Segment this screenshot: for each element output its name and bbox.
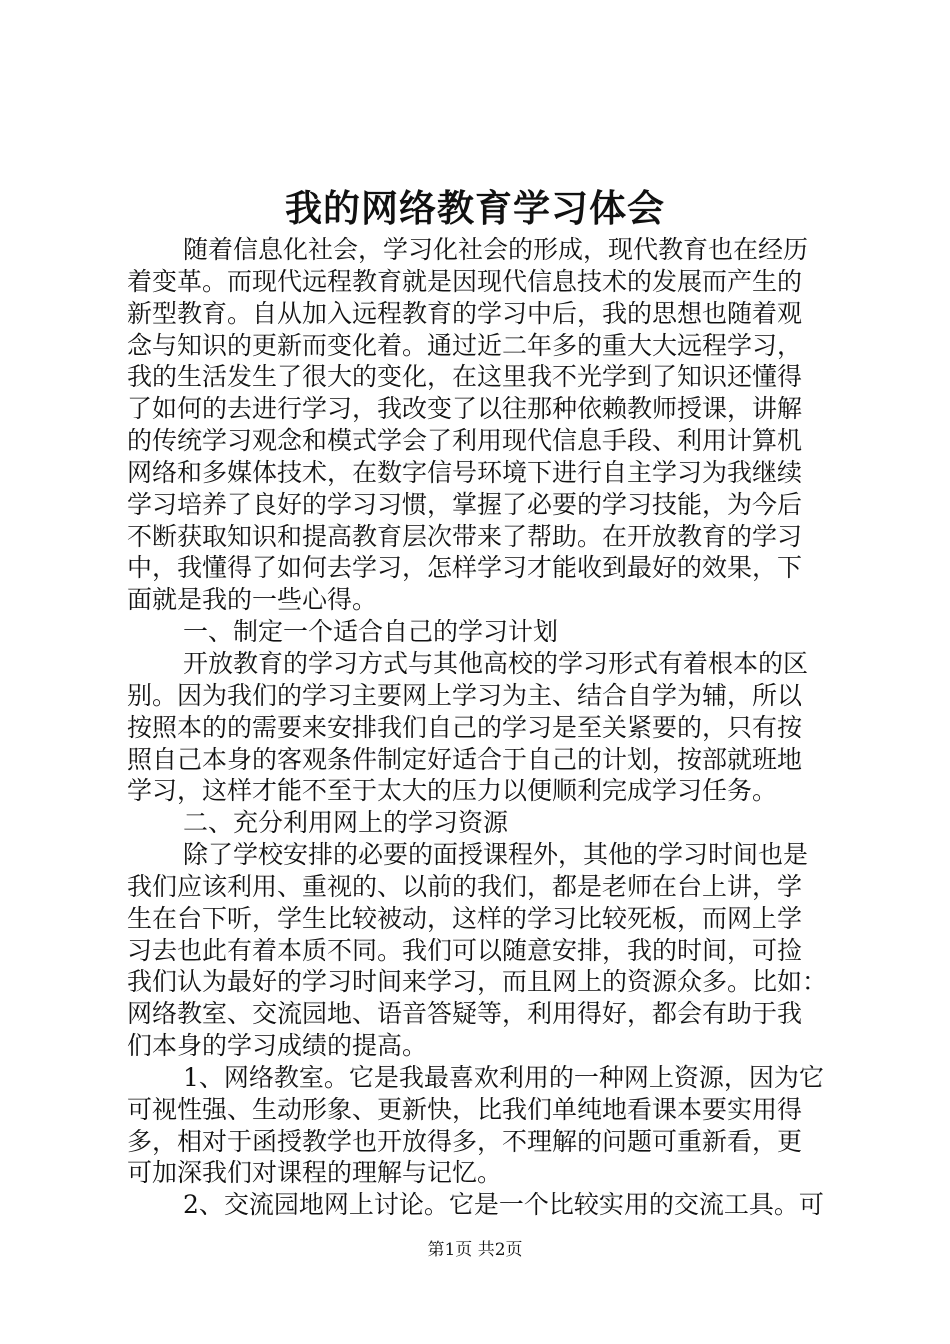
section-heading: 一、制定一个适合自己的学习计划 [183,617,559,647]
document-body [127,234,833,1221]
text-line: 开放教育的学习方式与其他高校的学习形式有着根本的区 [183,648,809,678]
text-line: 网络和多媒体技术，在数字信号环境下进行自主学习为我继续 [127,457,803,487]
text-line: 学习培养了良好的学习习惯，掌握了必要的学习技能，为今后 [127,489,803,519]
text-line: 除了学校安排的必要的面授课程外，其他的学习时间也是 [183,840,809,870]
text-line: 多，相对于函授教学也开放得多，不理解的问题可重新看，更 [127,1126,803,1156]
text-line: 的传统学习观念和模式学会了利用现代信息手段、利用计算机 [127,426,803,456]
text-line: 1、网络教室。它是我最喜欢利用的一种网上资源，因为它 [183,1062,824,1092]
text-line: 网络教室、交流园地、语音答疑等，利用得好，都会有助于我 [127,999,803,1029]
text-line: 别。因为我们的学习主要网上学习为主、结合自学为辅，所以 [127,680,803,710]
text-line: 2、交流园地网上讨论。它是一个比较实用的交流工具。可 [183,1190,824,1220]
text-line: 可视性强、生动形象、更新快，比我们单纯地看课本要实用得 [127,1094,803,1124]
text-line: 新型教育。自从加入远程教育的学习中后，我的思想也随着观 [127,298,803,328]
text-line: 们本身的学习成绩的提高。 [127,1031,428,1061]
section-heading: 二、充分利用网上的学习资源 [183,808,509,838]
text-line: 面就是我的一些心得。 [127,585,378,615]
text-line: 了如何的去进行学习，我改变了以往那种依赖教师授课，讲解 [127,394,803,424]
text-line: 我们应该利用、重视的、以前的我们，都是老师在台上讲，学 [127,871,803,901]
text-line: 习去也此有着本质不同。我们可以随意安排，我的时间，可捡 [127,935,803,965]
text-line: 生在台下听，学生比较被动，这样的学习比较死板，而网上学 [127,903,803,933]
text-line: 可加深我们对课程的理解与记忆。 [127,1158,503,1188]
text-line: 学习，这样才能不至于太大的压力以便顺利完成学习任务。 [127,776,778,806]
text-line: 不断获取知识和提高教育层次带来了帮助。在开放教育的学习 [127,521,803,551]
text-line: 中，我懂得了如何去学习，怎样学习才能收到最好的效果，下 [127,553,803,583]
text-line: 随着信息化社会，学习化社会的形成，现代教育也在经历 [183,235,809,264]
text-line: 我们认为最好的学习时间来学习，而且网上的资源众多。比如： [127,967,828,997]
text-line: 照自己本身的客观条件制定好适合于自己的计划，按部就班地 [127,744,803,774]
text-line: 按照本的的需要来安排我们自己的学习是至关紧要的，只有按 [127,712,803,742]
document-title: 我的网络教育学习体会 [285,186,665,230]
page-footer: 第1页 共2页 [427,1240,523,1260]
text-line: 我的生活发生了很大的变化，在这里我不光学到了知识还懂得 [127,362,803,392]
text-line: 念与知识的更新而变化着。通过近二年多的重大大远程学习， [127,330,803,360]
text-line: 着变革。而现代远程教育就是因现代信息技术的发展而产生的 [127,266,803,296]
